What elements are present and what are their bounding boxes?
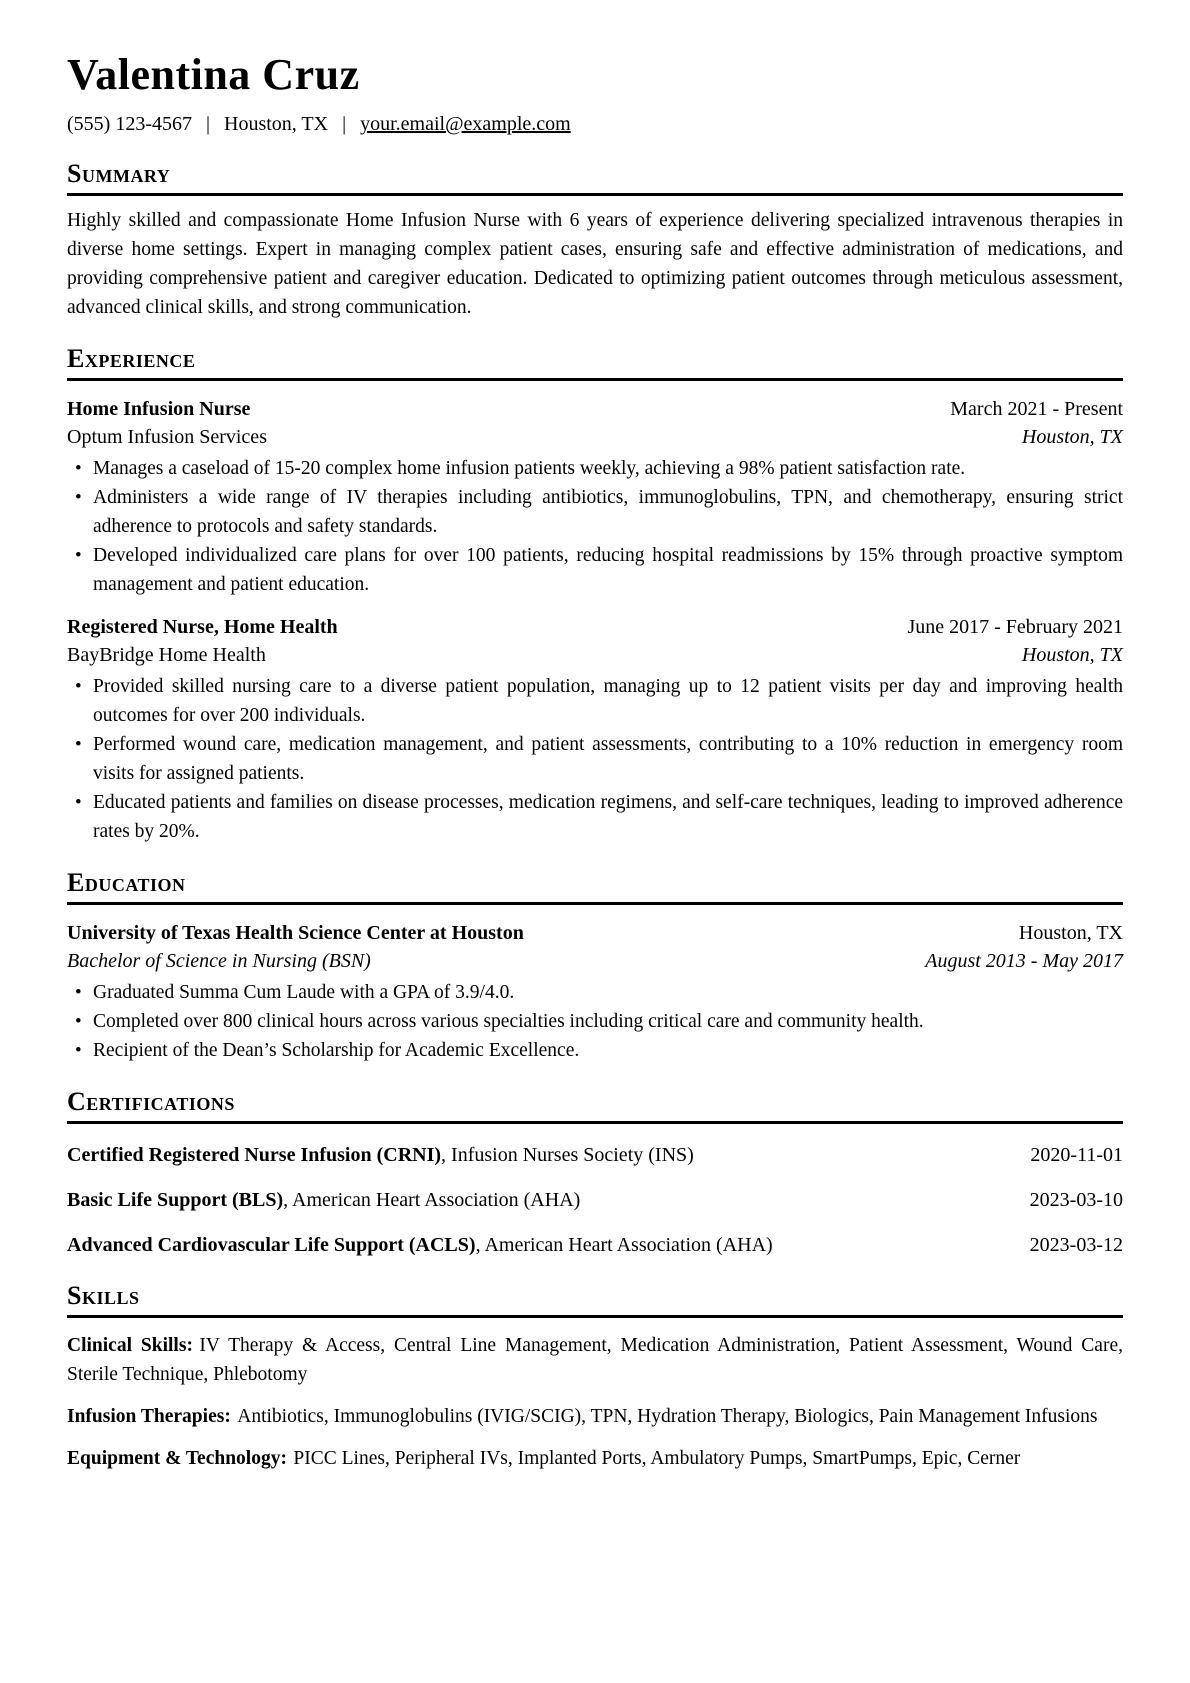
job-role: Registered Nurse, Home Health [67, 616, 338, 639]
certification-text [67, 1186, 580, 1214]
job-dates: June 2017 - February 2021 [907, 616, 1123, 639]
contact-separator: | [205, 113, 210, 136]
person-name: Valentina Cruz [67, 50, 360, 99]
bullet-item: • Administers a wide range of IV therapies including antibiotics, immunoglobulins, TPN, and chemotherapy, ensuring strict adherence to protocols and safety standards. [93, 483, 1123, 541]
job-company: Optum Infusion Services [67, 426, 267, 449]
certification-name: Certified Registered Nurse Infusion (CRNI) [67, 1143, 442, 1166]
contact-line [67, 111, 1123, 137]
section-summary [67, 159, 1123, 322]
skill-group [67, 1402, 1123, 1431]
skill-group-text: PICC Lines, Peripheral IVs, Implanted Ports, Ambulatory Pumps, SmartPumps, Epic, Cerner [293, 1447, 1021, 1469]
location-text: Houston, TX [224, 113, 329, 136]
job-header-row [67, 613, 1123, 641]
education-entry [67, 919, 1123, 1065]
skill-group-text: IV Therapy & Access, Central Line Management, Medication Administration, Patient Assessment, Wound Care, Sterile Technique, Phlebotomy [67, 1334, 1123, 1385]
education-title: Education [67, 868, 1123, 905]
certification-date: 2023-03-10 [1029, 1188, 1123, 1211]
bullet-item: • Graduated Summa Cum Laude with a GPA of 3.9/4.0. [93, 978, 1123, 1007]
job-subheader-row [67, 423, 1123, 451]
certification-issuer: , American Heart Association (AHA) [283, 1188, 581, 1211]
skill-group-text: Antibiotics, Immunoglobulins (IVIG/SCIG), TPN, Hydration Therapy, Biologics, Pain Management Infusions [237, 1405, 1098, 1427]
skills-title: Skills [67, 1281, 1123, 1318]
skill-group-label: Equipment & Technology: [67, 1447, 287, 1469]
education-degree: Bachelor of Science in Nursing (BSN) [67, 949, 371, 972]
skill-group-label: Infusion Therapies: [67, 1405, 231, 1427]
skill-group-label: Clinical Skills: [67, 1334, 193, 1356]
job-subheader-row [67, 641, 1123, 669]
summary-text: Highly skilled and compassionate Home Infusion Nurse with 6 years of experience delivering specialized intravenous therapies in diverse home settings. Expert in managing complex patient cases, ensuring safe and effective administration of medications, and providing comprehensive patient and caregiver education. Dedicated to optimizing patient outcomes through meticulous assessment, advanced clinical skills, and strong communication. [67, 210, 1123, 319]
job-entry [67, 395, 1123, 599]
job-bullet-list [67, 672, 1123, 846]
job-role: Home Infusion Nurse [67, 398, 251, 421]
bullet-item: • Developed individualized care plans for over 100 patients, reducing hospital readmissions by 15% through proactive symptom management and patient education. [93, 541, 1123, 599]
bullet-item: • Provided skilled nursing care to a diverse patient population, managing up to 12 patient visits per day and improving health outcomes for over 200 individuals. [93, 672, 1123, 730]
certification-row [67, 1186, 1123, 1214]
certification-date: 2020-11-01 [1030, 1143, 1123, 1166]
certification-name: Advanced Cardiovascular Life Support (ACLS) [67, 1233, 476, 1256]
job-entry [67, 613, 1123, 846]
certification-text [67, 1231, 773, 1259]
section-education [67, 868, 1123, 1065]
section-skills [67, 1281, 1123, 1473]
section-certifications [67, 1087, 1123, 1259]
education-institution: University of Texas Health Science Center at Houston [67, 921, 524, 944]
job-location: Houston, TX [1021, 426, 1123, 449]
certification-issuer: , American Heart Association (AHA) [475, 1233, 773, 1256]
skill-group [67, 1331, 1123, 1389]
bullet-item: • Recipient of the Dean’s Scholarship for Academic Excellence. [93, 1036, 1123, 1065]
education-dates: August 2013 - May 2017 [925, 949, 1123, 972]
section-experience [67, 344, 1123, 846]
certification-date: 2023-03-12 [1029, 1233, 1123, 1256]
job-dates: March 2021 - Present [950, 398, 1123, 421]
summary-title: Summary [67, 159, 1123, 196]
bullet-item: • Completed over 800 clinical hours across various specialties including critical care and community health. [93, 1007, 1123, 1036]
education-location: Houston, TX [1018, 921, 1123, 944]
education-subheader-row [67, 947, 1123, 975]
bullet-item: • Manages a caseload of 15-20 complex home infusion patients weekly, achieving a 98% patient satisfaction rate. [93, 454, 1123, 483]
bullet-item: • Educated patients and families on disease processes, medication regimens, and self-care techniques, leading to improved adherence rates by 20%. [93, 788, 1123, 846]
certifications-title: Certifications [67, 1087, 1123, 1124]
job-header-row [67, 395, 1123, 423]
job-location: Houston, TX [1021, 644, 1123, 667]
job-bullet-list [67, 454, 1123, 599]
education-header-row [67, 919, 1123, 947]
phone-number: (555) 123-4567 [67, 113, 192, 136]
certification-row [67, 1141, 1123, 1169]
email-link[interactable]: your.email@example.com [360, 113, 571, 136]
certification-issuer: , Infusion Nurses Society (INS) [441, 1143, 694, 1166]
education-bullet-list [67, 978, 1123, 1065]
experience-title: Experience [67, 344, 1123, 381]
certification-name: Basic Life Support (BLS) [67, 1188, 284, 1211]
skill-group [67, 1444, 1123, 1473]
contact-separator: | [342, 113, 347, 136]
job-company: BayBridge Home Health [67, 644, 266, 667]
certification-text [67, 1141, 694, 1169]
certification-row [67, 1231, 1123, 1259]
bullet-item: • Performed wound care, medication management, and patient assessments, contributing to a 10% reduction in emergency room visits for assigned patients. [93, 730, 1123, 788]
